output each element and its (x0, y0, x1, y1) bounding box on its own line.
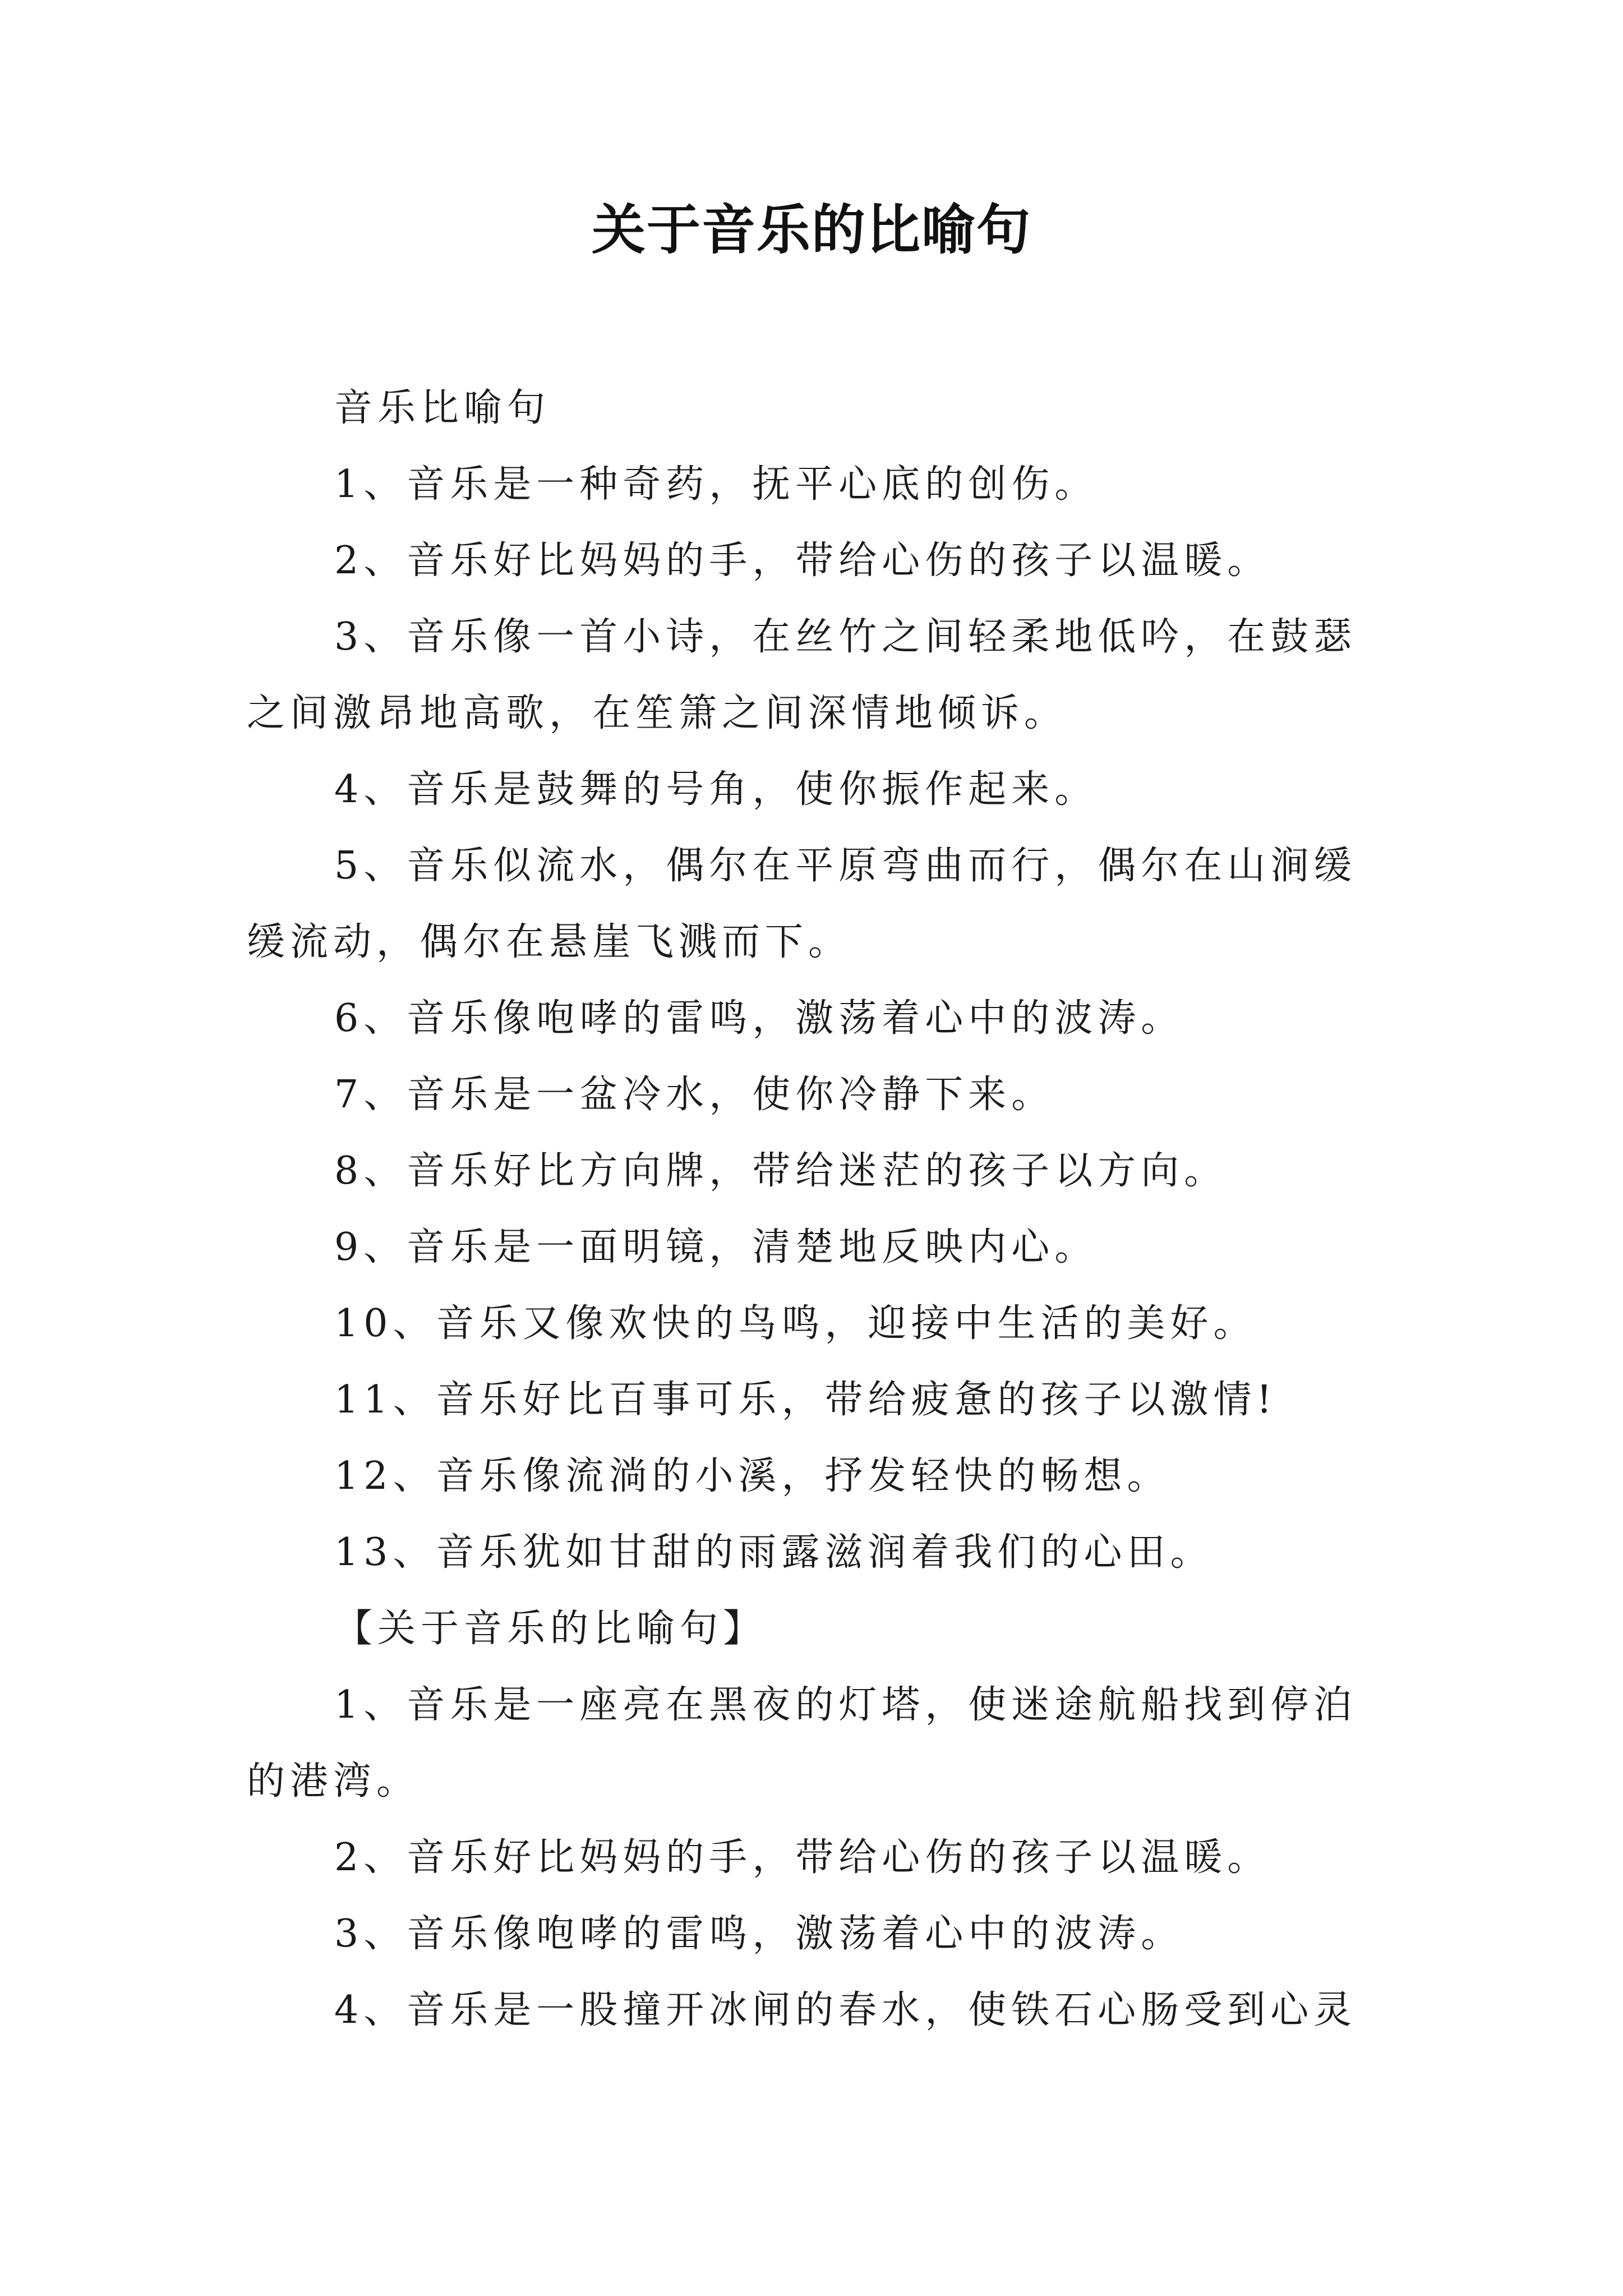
paragraph: 4、音乐是鼓舞的号角，使你振作起来。 (334, 767, 1098, 812)
paragraph: 1、音乐是一座亮在黑夜的灯塔，使迷途航船找到停泊的港湾。 (247, 1683, 1357, 1803)
paragraph: 5、音乐似流水，偶尔在平原弯曲而行，偶尔在山涧缓缓流动，偶尔在悬崖飞溅而下。 (247, 844, 1357, 964)
paragraph: 9、音乐是一面明镜，清楚地反映内心。 (334, 1225, 1098, 1269)
paragraph: 8、音乐好比方向牌，带给迷茫的孩子以方向。 (334, 1149, 1228, 1193)
paragraph: 2、音乐好比妈妈的手，带给心伤的孩子以温暖。 (334, 1835, 1271, 1880)
paragraph: 1、音乐是一种奇药，抚平心底的创伤。 (334, 462, 1098, 507)
paragraph: 11、音乐好比百事可乐，带给疲惫的孩子以激情! (334, 1378, 1277, 1422)
paragraph: 3、音乐像咆哮的雷鸣，激荡着心中的波涛。 (334, 1912, 1184, 1956)
paragraph: 3、音乐像一首小诗，在丝竹之间轻柔地低吟，在鼓瑟之间激昂地高歌，在笙箫之间深情地倾诉。 (247, 615, 1357, 735)
document-title: 关于音乐的比喻句 (592, 198, 1031, 261)
document-body (247, 370, 1385, 2049)
paragraph: 4、音乐是一股撞开冰闸的春水，使铁石心肠受到心灵 (334, 1988, 1357, 2032)
paragraph: 6、音乐像咆哮的雷鸣，激荡着心中的波涛。 (334, 996, 1184, 1041)
paragraph: 12、音乐像流淌的小溪，抒发轻快的畅想。 (334, 1454, 1170, 1498)
paragraph: 13、音乐犹如甘甜的雨露滋润着我们的心田。 (334, 1530, 1214, 1575)
paragraph: 10、音乐又像欢快的鸟鸣，迎接中生活的美好。 (334, 1301, 1257, 1346)
paragraph: 7、音乐是一盆冷水，使你冷静下来。 (334, 1073, 1055, 1117)
paragraph: 音乐比喻句 (334, 386, 551, 430)
section-heading: 【关于音乐的比喻句】 (334, 1607, 767, 1651)
paragraph: 2、音乐好比妈妈的手，带给心伤的孩子以温暖。 (334, 539, 1271, 583)
